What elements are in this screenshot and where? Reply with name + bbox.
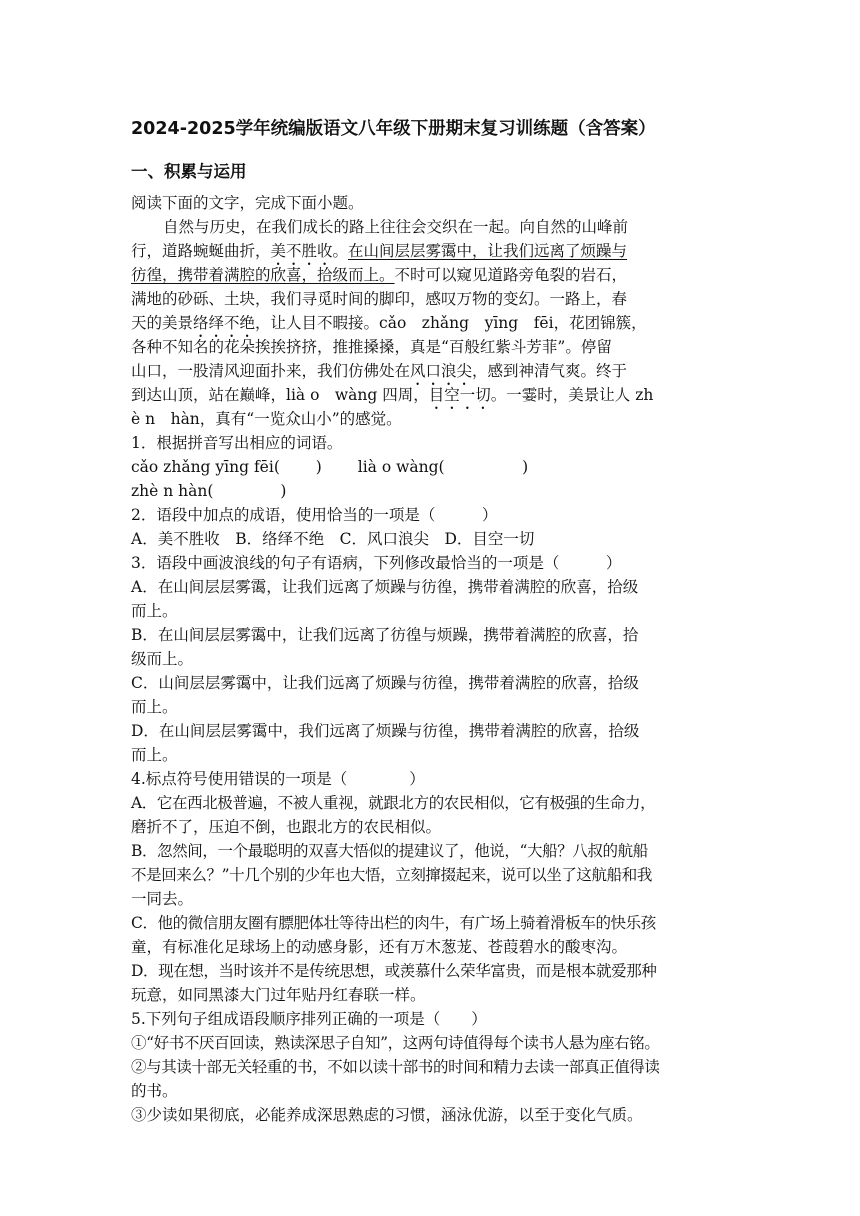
passage-text: 山口，一股清风迎面扑来，我们仿佛处在 (131, 362, 411, 380)
question-3-option-b: B．在山间层层雾霭中，让我们远离了彷徨与烦躁，携带着满腔的欣喜，拾 (131, 626, 639, 644)
passage-text: ，让人目不暇接。cǎo zhǎng yīng fēi，花团锦簇， (255, 314, 647, 332)
dotted-idiom-2: 络绎不绝 (193, 314, 256, 332)
passage-text: ，感到神清气爽。终于 (472, 362, 628, 380)
question-4-option-d-cont: 玩意，如同黑漆大门过年贴丹红春联一样。 (131, 986, 426, 1004)
question-4-option-b-cont: 不是回来么？”十几个别的少年也大悟，立刻撺掇起来，说可以坐了这航船和我 (131, 866, 652, 884)
question-3-option-c: C．山间层层雾霭中，让我们远离了烦躁与彷徨，携带着满腔的欣喜，拾级 (131, 674, 639, 692)
question-4-option-c-cont: 童，有标准化足球场上的动感身影，还有万木葱茏、苍葭碧水的酸枣沟。 (131, 938, 628, 956)
question-5-sentence-3: ③少读如果彻底，必能养成深思熟虑的习惯，涵泳优游，以至于变化气质。 (131, 1106, 643, 1124)
question-2-options: A．美不胜收 B．络绎不绝 C．风口浪尖 D．目空一切 (131, 530, 535, 548)
passage-text: 天的美景 (131, 314, 194, 332)
passage-line-9: è n hàn，真有“一览众山小”的感觉。 (131, 410, 402, 428)
question-4-option-a-cont: 磨折不了，压迫不倒，也跟北方的农民相似。 (131, 818, 442, 836)
question-2-stem: 2．语段中加点的成语，使用恰当的一项是（ ） (131, 506, 498, 524)
question-5-sentence-2-cont: 的书。 (131, 1082, 178, 1100)
reading-instruction: 阅读下面的文字，完成下面小题。 (131, 194, 364, 212)
question-4-option-c: C．他的微信朋友圈有膘肥体壮等待出栏的肉牛，有广场上骑着滑板车的快乐孩 (131, 914, 656, 932)
question-3-option-d: D．在山间层层雾霭中，我们远离了烦躁与彷徨，携带着满腔的欣喜，拾级 (131, 722, 640, 740)
section-heading: 一、积累与运用 (131, 162, 247, 181)
question-3-option-d-cont: 而上。 (131, 746, 178, 764)
question-3-option-b-cont: 级而上。 (131, 650, 194, 668)
question-3-option-c-cont: 而上。 (131, 698, 178, 716)
question-4-stem: 4.标点符号使用错误的一项是（ ） (131, 770, 425, 788)
document-title: 2024-2025学年统编版语文八年级下册期末复习训练题（含答案） (131, 119, 656, 139)
question-5-sentence-2: ②与其读十部无关轻重的书，不如以读十部书的时间和精力去读一部真正值得读 (131, 1058, 660, 1076)
question-1-blanks-1: cǎo zhǎng yīng fēi( ) lià o wàng( ) (131, 458, 529, 476)
wavy-underlined-sentence: 在山间层层雾霭中，让我们远离了烦躁与 (348, 242, 628, 260)
wavy-underlined-sentence-end: 彷徨，携带着满腔的欣喜，拾级而上。 (131, 266, 395, 284)
question-1-stem: 1．根据拼音写出相应的词语。 (131, 434, 343, 452)
passage-text: 到达山顶，站在巅峰，lià o wàng 四周， (131, 386, 429, 404)
question-4-option-d: D．现在想，当时该并不是传统思想，或羡慕什么荣华富贵，而是根本就爱那种 (131, 962, 657, 980)
passage-text: 不时可以窥见道路旁龟裂的岩石， (394, 266, 628, 284)
passage-line-3 (131, 264, 731, 286)
question-5-sentence-1: ①“好书不厌百回读，熟读深思子自知”，这两句诗值得每个读书人悬为座右铭。 (131, 1034, 660, 1052)
question-1-blanks-2: zhè n hàn( ) (131, 482, 287, 500)
dotted-idiom-3: 风口浪尖 (410, 362, 473, 380)
question-4-option-a: A．它在西北极普遍，不被人重视，就跟北方的农民相似，它有极强的生命力， (131, 794, 656, 812)
passage-text: 。一霎时，美景让人 zh (490, 386, 654, 404)
dotted-idiom-1: 美不胜收 (270, 242, 333, 260)
dotted-idiom-4: 目空一切 (428, 386, 491, 404)
question-3-option-a-cont: 而上。 (131, 602, 178, 620)
passage-line-6: 各种不知名的花朵挨挨挤挤，推推搡搡，真是“百般红紫斗芳菲”。停留 (131, 338, 612, 356)
passage-text: 行，道路蜿蜒曲折， (131, 242, 271, 260)
question-4-option-b: B．忽然间，一个最聪明的双喜大悟似的提建议了，他说，“大船？八叔的航船 (131, 842, 648, 860)
question-5-stem: 5.下列句子组成语段顺序排列正确的一项是（ ） (131, 1010, 487, 1028)
question-4-option-b-end: 一同去。 (131, 890, 194, 908)
question-3-stem: 3．语段中画波浪线的句子有语病，下列修改最恰当的一项是（ ） (131, 554, 622, 572)
passage-line-1: 自然与历史，在我们成长的路上往往会交织在一起。向自然的山峰前 (163, 218, 629, 236)
question-3-option-a: A．在山间层层雾霭，让我们远离了烦躁与彷徨，携带着满腔的欣喜，拾级 (131, 578, 639, 596)
passage-line-4: 满地的砂砾、土块，我们寻觅时间的脚印，感叹万物的变幻。一路上，春 (131, 290, 628, 308)
passage-text: 。 (332, 242, 349, 260)
